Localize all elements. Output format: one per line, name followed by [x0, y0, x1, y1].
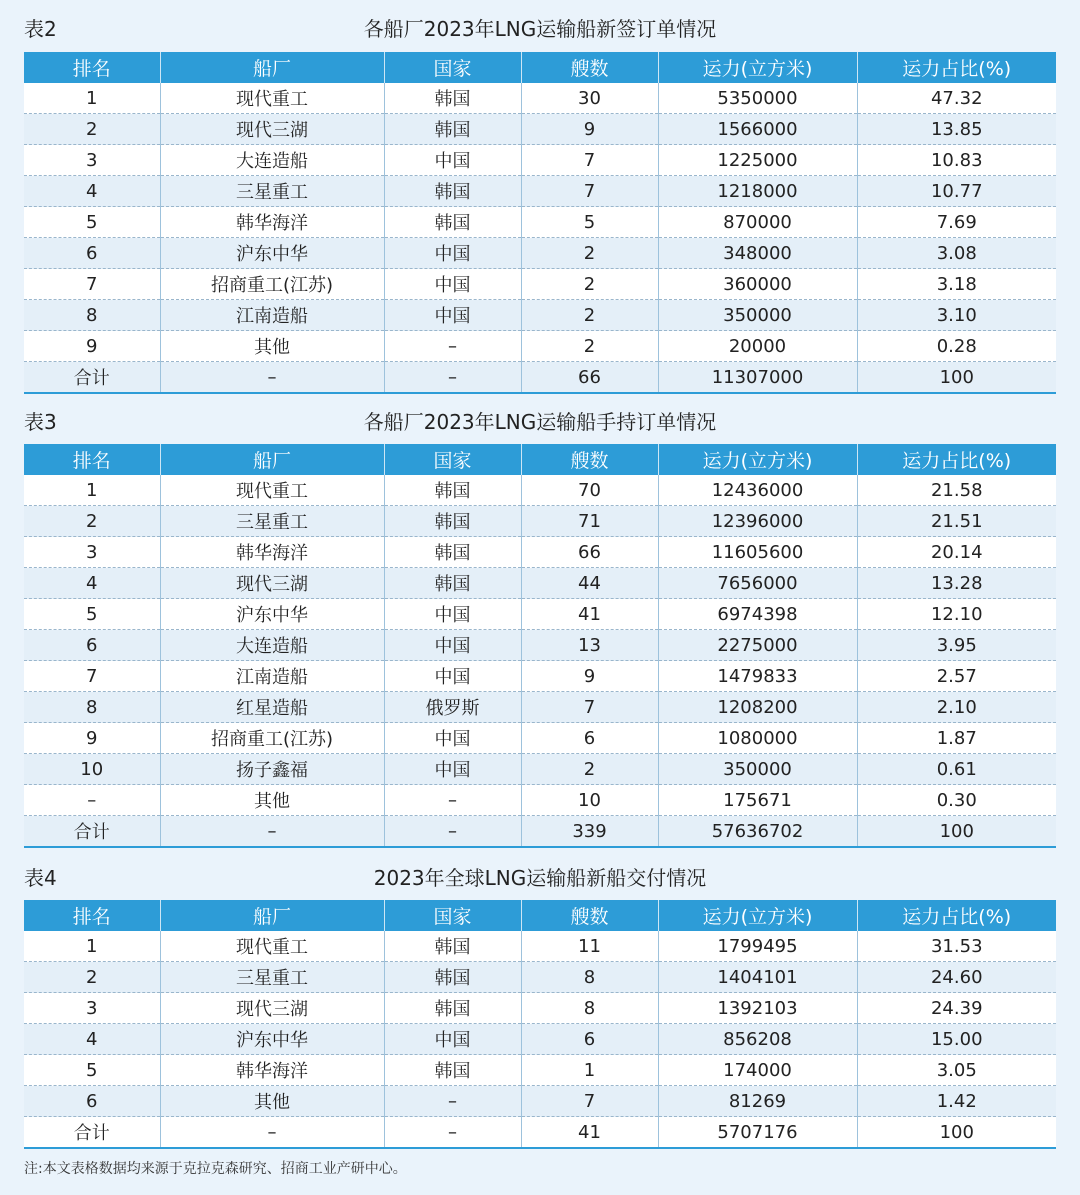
column-header: 国家	[384, 444, 521, 475]
capacity-cell: 1080000	[658, 723, 857, 754]
share-cell: 21.51	[857, 506, 1056, 537]
capacity-cell: 1479833	[658, 661, 857, 692]
rank-cell: 9	[24, 331, 160, 362]
shipyard-cell: 其他	[160, 1086, 384, 1117]
column-header: 排名	[24, 900, 160, 931]
column-header: 船厂	[160, 444, 384, 475]
shipyard-cell: 现代重工	[160, 475, 384, 506]
ship-count-cell: 7	[521, 1086, 658, 1117]
rank-cell: 7	[24, 269, 160, 300]
share-cell: 100	[857, 362, 1056, 394]
country-cell: 韩国	[384, 931, 521, 962]
capacity-cell: 1218000	[658, 176, 857, 207]
header-row	[24, 900, 1056, 931]
share-cell: 3.18	[857, 269, 1056, 300]
country-cell: –	[384, 785, 521, 816]
ship-count-cell: 339	[521, 816, 658, 848]
share-cell: 10.83	[857, 145, 1056, 176]
capacity-cell: 1566000	[658, 114, 857, 145]
table-2-section	[0, 6, 1080, 389]
capacity-cell: 350000	[658, 754, 857, 785]
table-4-section	[0, 855, 1080, 1144]
table-row	[24, 692, 1056, 723]
country-cell: 韩国	[384, 176, 521, 207]
table-row	[24, 931, 1056, 962]
ship-count-cell: 2	[521, 300, 658, 331]
table-row	[24, 145, 1056, 176]
country-cell: 韩国	[384, 506, 521, 537]
table-row	[24, 661, 1056, 692]
capacity-cell: 6974398	[658, 599, 857, 630]
country-cell: 中国	[384, 723, 521, 754]
country-cell: –	[384, 362, 521, 394]
table-row	[24, 993, 1056, 1024]
table-number: 表2	[24, 17, 57, 41]
capacity-cell: 81269	[658, 1086, 857, 1117]
share-cell: 7.69	[857, 207, 1056, 238]
rank-cell: 1	[24, 475, 160, 506]
shipyard-cell: 韩华海洋	[160, 1055, 384, 1086]
column-header: 运力占比(%)	[857, 52, 1056, 83]
country-cell: 中国	[384, 1024, 521, 1055]
capacity-cell: 11605600	[658, 537, 857, 568]
shipyard-cell: 沪东中华	[160, 1024, 384, 1055]
table-row	[24, 723, 1056, 754]
country-cell: 中国	[384, 661, 521, 692]
share-cell: 47.32	[857, 83, 1056, 114]
ship-count-cell: 7	[521, 176, 658, 207]
ship-count-cell: 41	[521, 599, 658, 630]
table-row	[24, 269, 1056, 300]
capacity-cell: 856208	[658, 1024, 857, 1055]
column-header: 国家	[384, 52, 521, 83]
capacity-cell: 12436000	[658, 475, 857, 506]
shipyard-cell: 现代三湖	[160, 993, 384, 1024]
ship-count-cell: 2	[521, 238, 658, 269]
capacity-cell: 20000	[658, 331, 857, 362]
capacity-cell: 1225000	[658, 145, 857, 176]
shipyard-cell: 江南造船	[160, 661, 384, 692]
rank-cell: 4	[24, 176, 160, 207]
table-row	[24, 754, 1056, 785]
country-cell: 韩国	[384, 568, 521, 599]
rank-cell: 2	[24, 962, 160, 993]
share-cell: 12.10	[857, 599, 1056, 630]
shipyard-cell: 大连造船	[160, 630, 384, 661]
share-cell: 13.85	[857, 114, 1056, 145]
rank-cell: 合计	[24, 362, 160, 394]
shipyard-cell: 大连造船	[160, 145, 384, 176]
shipyard-cell: 三星重工	[160, 962, 384, 993]
rank-cell: 2	[24, 114, 160, 145]
shipyard-cell: –	[160, 362, 384, 394]
shipyard-cell: 韩华海洋	[160, 537, 384, 568]
column-header: 运力(立方米)	[658, 52, 857, 83]
ship-count-cell: 1	[521, 1055, 658, 1086]
rank-cell: 5	[24, 599, 160, 630]
shipyard-cell: –	[160, 816, 384, 848]
header-row	[24, 444, 1056, 475]
table-row	[24, 331, 1056, 362]
rank-cell: 1	[24, 83, 160, 114]
capacity-cell: 12396000	[658, 506, 857, 537]
country-cell: 中国	[384, 630, 521, 661]
ship-count-cell: 2	[521, 331, 658, 362]
country-cell: 韩国	[384, 475, 521, 506]
rank-cell: 10	[24, 754, 160, 785]
table-title: 各船厂2023年LNG运输船新签订单情况	[363, 17, 717, 41]
rank-cell: 1	[24, 931, 160, 962]
rank-cell: –	[24, 785, 160, 816]
country-cell: –	[384, 1117, 521, 1149]
table-row	[24, 1055, 1056, 1086]
shipyard-cell: 招商重工(江苏)	[160, 269, 384, 300]
table-row	[24, 537, 1056, 568]
rank-cell: 7	[24, 661, 160, 692]
share-cell: 3.95	[857, 630, 1056, 661]
table-row	[24, 599, 1056, 630]
rank-cell: 3	[24, 537, 160, 568]
ship-count-cell: 70	[521, 475, 658, 506]
shipyard-cell: 沪东中华	[160, 599, 384, 630]
ship-count-cell: 9	[521, 661, 658, 692]
ship-count-cell: 11	[521, 931, 658, 962]
table-row	[24, 1024, 1056, 1055]
capacity-cell: 350000	[658, 300, 857, 331]
share-cell: 3.10	[857, 300, 1056, 331]
country-cell: 韩国	[384, 207, 521, 238]
ship-count-cell: 9	[521, 114, 658, 145]
table-title: 各船厂2023年LNG运输船手持订单情况	[363, 410, 717, 434]
table-row	[24, 83, 1056, 114]
shipyard-cell: –	[160, 1117, 384, 1149]
capacity-cell: 5707176	[658, 1117, 857, 1149]
header-row	[24, 52, 1056, 83]
table-row	[24, 300, 1056, 331]
capacity-cell: 174000	[658, 1055, 857, 1086]
table-row	[24, 962, 1056, 993]
country-cell: 韩国	[384, 114, 521, 145]
table-3-section	[0, 399, 1080, 843]
rank-cell: 6	[24, 630, 160, 661]
ship-count-cell: 71	[521, 506, 658, 537]
country-cell: 俄罗斯	[384, 692, 521, 723]
capacity-cell: 5350000	[658, 83, 857, 114]
column-header: 排名	[24, 52, 160, 83]
share-cell: 21.58	[857, 475, 1056, 506]
capacity-cell: 1208200	[658, 692, 857, 723]
table-row	[24, 506, 1056, 537]
total-row	[24, 816, 1056, 848]
shipyard-cell: 三星重工	[160, 506, 384, 537]
capacity-cell: 57636702	[658, 816, 857, 848]
share-cell: 1.42	[857, 1086, 1056, 1117]
share-cell: 10.77	[857, 176, 1056, 207]
ship-count-cell: 10	[521, 785, 658, 816]
share-cell: 24.60	[857, 962, 1056, 993]
rank-cell: 6	[24, 1086, 160, 1117]
rank-cell: 8	[24, 692, 160, 723]
capacity-cell: 348000	[658, 238, 857, 269]
ship-count-cell: 7	[521, 145, 658, 176]
rank-cell: 合计	[24, 816, 160, 848]
shipyard-cell: 招商重工(江苏)	[160, 723, 384, 754]
ship-count-cell: 6	[521, 723, 658, 754]
ship-count-cell: 2	[521, 754, 658, 785]
country-cell: 中国	[384, 754, 521, 785]
ship-count-cell: 2	[521, 269, 658, 300]
column-header: 运力占比(%)	[857, 444, 1056, 475]
country-cell: 韩国	[384, 962, 521, 993]
column-header: 运力(立方米)	[658, 444, 857, 475]
capacity-cell: 1799495	[658, 931, 857, 962]
shipyard-cell: 现代三湖	[160, 114, 384, 145]
table-row	[24, 114, 1056, 145]
share-cell: 100	[857, 816, 1056, 848]
ship-count-cell: 8	[521, 993, 658, 1024]
country-cell: 中国	[384, 599, 521, 630]
share-cell: 3.05	[857, 1055, 1056, 1086]
country-cell: 中国	[384, 145, 521, 176]
shipyard-cell: 现代重工	[160, 931, 384, 962]
ship-count-cell: 66	[521, 537, 658, 568]
ship-count-cell: 41	[521, 1117, 658, 1149]
country-cell: –	[384, 331, 521, 362]
shipyard-cell: 其他	[160, 785, 384, 816]
share-cell: 2.10	[857, 692, 1056, 723]
ship-count-cell: 6	[521, 1024, 658, 1055]
rank-cell: 4	[24, 1024, 160, 1055]
column-header: 船厂	[160, 52, 384, 83]
country-cell: 韩国	[384, 1055, 521, 1086]
country-cell: 韩国	[384, 83, 521, 114]
capacity-cell: 2275000	[658, 630, 857, 661]
capacity-cell: 360000	[658, 269, 857, 300]
share-cell: 100	[857, 1117, 1056, 1149]
shipyard-cell: 韩华海洋	[160, 207, 384, 238]
table-row	[24, 1086, 1056, 1117]
share-cell: 0.30	[857, 785, 1056, 816]
rank-cell: 3	[24, 993, 160, 1024]
share-cell: 31.53	[857, 931, 1056, 962]
table-row	[24, 630, 1056, 661]
shipyard-cell: 沪东中华	[160, 238, 384, 269]
capacity-cell: 870000	[658, 207, 857, 238]
shipyard-cell: 现代重工	[160, 83, 384, 114]
capacity-cell: 1392103	[658, 993, 857, 1024]
rank-cell: 3	[24, 145, 160, 176]
shipyard-cell: 扬子鑫福	[160, 754, 384, 785]
table-row	[24, 207, 1056, 238]
shipyard-cell: 其他	[160, 331, 384, 362]
country-cell: 韩国	[384, 537, 521, 568]
capacity-cell: 1404101	[658, 962, 857, 993]
rank-cell: 8	[24, 300, 160, 331]
share-cell: 24.39	[857, 993, 1056, 1024]
share-cell: 13.28	[857, 568, 1056, 599]
table-number: 表4	[24, 866, 57, 890]
column-header: 艘数	[521, 444, 658, 475]
column-header: 艘数	[521, 52, 658, 83]
country-cell: –	[384, 1086, 521, 1117]
share-cell: 3.08	[857, 238, 1056, 269]
table-row	[24, 238, 1056, 269]
ship-count-cell: 8	[521, 962, 658, 993]
column-header: 运力占比(%)	[857, 900, 1056, 931]
country-cell: 中国	[384, 238, 521, 269]
table-number: 表3	[24, 410, 57, 434]
share-cell: 0.28	[857, 331, 1056, 362]
ship-count-cell: 5	[521, 207, 658, 238]
orderbook-table	[24, 444, 1056, 848]
shipyard-cell: 江南造船	[160, 300, 384, 331]
share-cell: 20.14	[857, 537, 1056, 568]
column-header: 运力(立方米)	[658, 900, 857, 931]
share-cell: 1.87	[857, 723, 1056, 754]
capacity-cell: 11307000	[658, 362, 857, 394]
shipyard-cell: 现代三湖	[160, 568, 384, 599]
country-cell: 中国	[384, 269, 521, 300]
country-cell: 中国	[384, 300, 521, 331]
rank-cell: 9	[24, 723, 160, 754]
table-caption	[0, 399, 1080, 441]
rank-cell: 4	[24, 568, 160, 599]
capacity-cell: 175671	[658, 785, 857, 816]
rank-cell: 6	[24, 238, 160, 269]
column-header: 艘数	[521, 900, 658, 931]
column-header: 排名	[24, 444, 160, 475]
table-row	[24, 568, 1056, 599]
share-cell: 0.61	[857, 754, 1056, 785]
total-row	[24, 362, 1056, 394]
table-row	[24, 785, 1056, 816]
share-cell: 15.00	[857, 1024, 1056, 1055]
source-note: 注:本文表格数据均来源于克拉克森研究、招商工业产研中心。	[24, 1161, 407, 1177]
table-caption	[0, 6, 1080, 48]
column-header: 船厂	[160, 900, 384, 931]
ship-count-cell: 30	[521, 83, 658, 114]
country-cell: –	[384, 816, 521, 848]
table-row	[24, 176, 1056, 207]
ship-count-cell: 7	[521, 692, 658, 723]
rank-cell: 2	[24, 506, 160, 537]
capacity-cell: 7656000	[658, 568, 857, 599]
rank-cell: 5	[24, 1055, 160, 1086]
ship-count-cell: 66	[521, 362, 658, 394]
ship-count-cell: 13	[521, 630, 658, 661]
new-orders-table	[24, 52, 1056, 394]
ship-count-cell: 44	[521, 568, 658, 599]
rank-cell: 合计	[24, 1117, 160, 1149]
table-title: 2023年全球LNG运输船新船交付情况	[373, 866, 707, 890]
deliveries-table	[24, 900, 1056, 1149]
rank-cell: 5	[24, 207, 160, 238]
total-row	[24, 1117, 1056, 1149]
shipyard-cell: 红星造船	[160, 692, 384, 723]
shipyard-cell: 三星重工	[160, 176, 384, 207]
table-row	[24, 475, 1056, 506]
table-caption	[0, 855, 1080, 897]
share-cell: 2.57	[857, 661, 1056, 692]
column-header: 国家	[384, 900, 521, 931]
country-cell: 韩国	[384, 993, 521, 1024]
